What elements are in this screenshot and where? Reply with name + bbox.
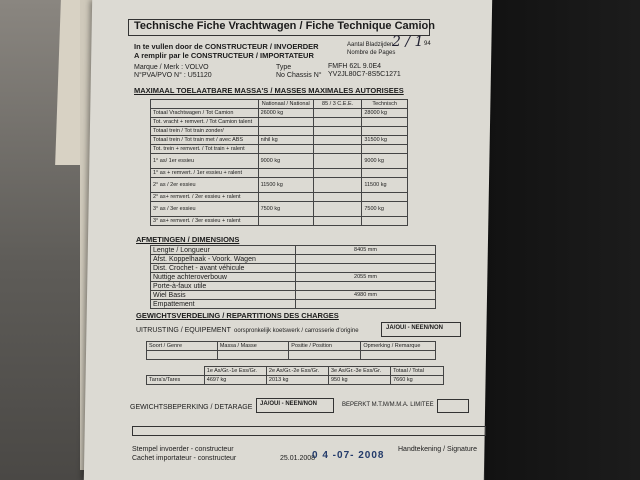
chassis-label: No Chassis N°	[276, 72, 322, 79]
constructor-nl: In te vullen door de CONSTRUCTEUR / INVOERDER	[134, 42, 319, 51]
masses-heading: MAXIMAAL TOELAATBARE MASSA'S / MASSES MAXIMALES AUTORISEES	[134, 86, 404, 95]
table-row: Wiel Basis 4980 mm	[151, 291, 436, 300]
table-row: 3° as+ remvert. / 3er essieu + ralent	[151, 217, 408, 226]
dimensions-table	[150, 245, 436, 309]
beperkt-label: BEPERKT M.T.M/M.M.A. LIMITEE	[342, 402, 434, 408]
table-row: Dist. Crochet - avant véhicule	[151, 264, 436, 273]
tara-table: 1e As/Gr.-1e Ess/Gr. 2e As/Gr.-2e Ess/Gr. 3e As/Gr.-3e Ess/Gr. Totaal / Total Tarra's/Tares 4697 kg 2013 kg 950 kg 7660 kg	[146, 366, 444, 385]
charges-heading: GEWICHTSVERDELING / REPARTITIONS DES CHARGES	[136, 311, 339, 320]
chassis-value: YV2JL80C7-8S5C1271	[328, 71, 401, 78]
dimensions-heading: AFMETINGEN / DIMENSIONS	[136, 235, 240, 244]
marque-label: Marque / Merk : VOLVO	[134, 64, 209, 71]
table-row: Afst. Koppelhaak - Voork. Wagen	[151, 255, 436, 264]
equipment-value: JA/OUI - NEEN/NON	[386, 325, 444, 331]
type-label: Type	[276, 64, 292, 71]
document-title: Technische Fiche Vrachtwagen / Fiche Technique Camion	[134, 20, 435, 32]
equipment-desc: oorspronkelijk koetswerk / carrosserie d'origine	[234, 328, 359, 334]
date-stamp: 0 4 -07- 2008	[312, 450, 385, 461]
table-row: Tot. trein + remvert. / Tot train + ralent	[151, 145, 408, 154]
table-row: Porte-à-faux utile	[151, 282, 436, 291]
table-row: Nuttige achteroverbouw 2055 mm	[151, 273, 436, 282]
limits-value: JA/OUI - NEEN/NON	[260, 401, 318, 407]
pages-label-fr: Nombre de Pages	[347, 50, 396, 56]
charges-table: Soort / Genre Massa / Masse Positie / Position Opmerking / Remarque	[146, 341, 436, 360]
table-row: Totaal trein / Tot train zonder/	[151, 127, 408, 136]
stamp-label-nl: Stempel invoerder - constructeur	[132, 446, 234, 453]
masses-table	[150, 99, 408, 226]
limits-label: GEWICHTSBEPERKING / DETARAGE	[130, 404, 253, 411]
col-ece: 85 / 3 C.E.E.	[313, 100, 361, 109]
pages-label: Aantal Bladzijden	[347, 42, 394, 48]
date-printed: 25.01.2008	[280, 455, 316, 462]
table-row: Tot. vracht + remvert. / Tot Camion talent	[151, 118, 408, 127]
stamp-label-fr: Cachet importateur - constructeur	[132, 455, 237, 462]
pages-value: 2 / 1	[392, 34, 424, 50]
table-row: Empattement	[151, 300, 436, 309]
col-technisch: Technisch	[362, 100, 408, 109]
table-row: 1° as + remvert. / 1er essieu + ralent	[151, 169, 408, 178]
table-row: Totaal trein / Tot train met / avec ABS nihil kg 31500 kg	[151, 136, 408, 145]
table-row: Lengte / Longueur 8405 mm	[151, 246, 436, 255]
constructor-fr: A remplir par le CONSTRUCTEUR / IMPORTATEUR	[134, 51, 314, 60]
col-national: Nationaal / National	[258, 100, 313, 109]
table-row: 3° as / 3er essieu 7500 kg 7500 kg	[151, 202, 408, 217]
background-right	[485, 0, 640, 480]
type-value: FMFH 62L 9.0E4	[328, 63, 382, 70]
signature-label: Handtekening / Signature	[398, 446, 477, 453]
table-row: 2° as+ remvert. / 2er essieu + ralent	[151, 193, 408, 202]
equipment-label: UITRUSTING / EQUIPEMENT	[136, 327, 231, 334]
beperkt-value-box	[437, 399, 469, 413]
footer-bar	[132, 426, 486, 436]
table-row: Totaal Vrachtwagen / Tot Camion 26000 kg 28000 kg	[151, 109, 408, 118]
pva-label: N°PVA/PVO N° : U51120	[134, 72, 212, 79]
table-row: 2° as / 2er essieu 11500 kg 11500 kg	[151, 178, 408, 193]
tara-label: Tarra's/Tares	[147, 376, 205, 385]
table-row: 1° as/ 1er essieu 9000 kg 9000 kg	[151, 154, 408, 169]
form-code: 94	[424, 41, 431, 47]
